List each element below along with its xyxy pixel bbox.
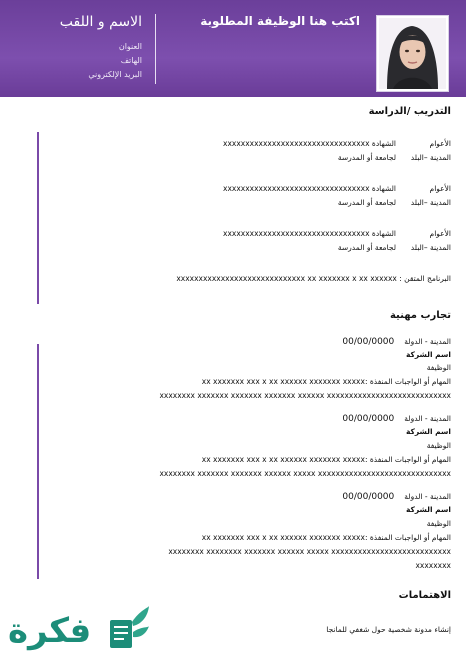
experience-title: تجارب مهنية bbox=[389, 310, 451, 321]
address-text[interactable]: العنوان bbox=[118, 42, 142, 51]
duties-text[interactable]: المهام أو الواجبات المنفذة :xx xxxxxxx xxx x xx xxxxxx xxxxxxx xxxxx bbox=[201, 455, 451, 464]
job-title[interactable]: اكتب هنا الوظيفة المطلوبة bbox=[200, 14, 360, 28]
person-name[interactable]: الاسم و اللقب bbox=[59, 14, 142, 30]
years-label: الأعوام bbox=[429, 139, 451, 148]
location-date-line bbox=[342, 337, 451, 347]
logo-wordmark: فكرة bbox=[8, 611, 92, 651]
position-text[interactable]: الوظيفة bbox=[426, 519, 451, 528]
location-text[interactable]: المدينة - الدولة bbox=[404, 337, 451, 346]
company-name[interactable]: اسم الشركة bbox=[405, 505, 451, 514]
education-row bbox=[31, 243, 451, 252]
years-label: الأعوام bbox=[429, 184, 451, 193]
education-title: التدريب /الدراسة bbox=[368, 106, 451, 117]
profile-photo bbox=[376, 15, 449, 92]
company-name[interactable]: اسم الشركة bbox=[405, 427, 451, 436]
education-row bbox=[31, 153, 451, 162]
position-text[interactable]: الوظيفة bbox=[426, 441, 451, 450]
duties-text[interactable]: xxxxxxxx bbox=[415, 561, 451, 570]
years-label: الأعوام bbox=[429, 229, 451, 238]
duties-text[interactable]: المهام أو الواجبات المنفذة :xx xxxxxxx xxx x xx xxxxxx xxxxxxx xxxxx bbox=[201, 533, 451, 542]
education-row bbox=[31, 184, 451, 193]
degree-text[interactable]: الشهادة xxxxxxxxxxxxxxxxxxxxxxxxxxxxxxxxx bbox=[223, 229, 396, 238]
fikra-logo bbox=[6, 602, 150, 654]
degree-text[interactable]: الشهادة xxxxxxxxxxxxxxxxxxxxxxxxxxxxxxxxx bbox=[223, 184, 396, 193]
phone-text[interactable]: الهاتف bbox=[120, 56, 142, 65]
duties-text[interactable]: xxxxxxxx xxxxxxx xxxxxxx xxxxxxx xxxxxx xxxxxxxxxxxxxxxxxxxxxxxxxxxx bbox=[159, 391, 451, 400]
date-text[interactable]: 00/00/0000 bbox=[342, 337, 395, 347]
interests-title: الاهتمامات bbox=[398, 590, 451, 601]
location-text[interactable]: المدينة - الدولة bbox=[404, 492, 451, 501]
header-banner bbox=[0, 0, 466, 97]
location-date-line bbox=[342, 492, 451, 502]
experience-accent-bar bbox=[37, 344, 39, 579]
school-text[interactable]: لجامعة أو المدرسة bbox=[337, 153, 396, 162]
book-leaf-icon bbox=[110, 606, 149, 648]
company-name[interactable]: اسم الشركة bbox=[405, 350, 451, 359]
duties-text[interactable]: المهام أو الواجبات المنفذة :xx xxxxxxx xxx x xx xxxxxx xxxxxxx xxxxx bbox=[201, 377, 451, 386]
education-row bbox=[31, 139, 451, 148]
city-label: المدينة –البلد bbox=[410, 153, 451, 162]
interests-text[interactable]: إنشاء مدونة شخصية حول شغفي للمانجا bbox=[326, 625, 451, 634]
degree-text[interactable]: الشهادة xxxxxxxxxxxxxxxxxxxxxxxxxxxxxxxxx bbox=[223, 139, 396, 148]
duties-text[interactable]: xxxxxxxx xxxxxxx xxxxxxx xxxxxx xxxxx xxxxxxxxxxxxxxxxxxxxxxxxxxxxxx bbox=[159, 469, 451, 478]
location-date-line bbox=[342, 414, 451, 424]
education-row bbox=[31, 198, 451, 207]
city-label: المدينة –البلد bbox=[410, 198, 451, 207]
duties-text[interactable]: xxxxxxxx xxxxxxxx xxxxxxx xxxxxx xxxxx xxxxxxxxxxxxxxxxxxxxxxxxxxx bbox=[168, 547, 451, 556]
date-text[interactable]: 00/00/0000 bbox=[342, 492, 395, 502]
location-text[interactable]: المدينة - الدولة bbox=[404, 414, 451, 423]
school-text[interactable]: لجامعة أو المدرسة bbox=[337, 243, 396, 252]
school-text[interactable]: لجامعة أو المدرسة bbox=[337, 198, 396, 207]
date-text[interactable]: 00/00/0000 bbox=[342, 414, 395, 424]
email-text[interactable]: البريد الإلكتروني bbox=[88, 70, 142, 79]
city-label: المدينة –البلد bbox=[410, 243, 451, 252]
header-divider bbox=[155, 14, 156, 84]
software-text[interactable]: البرنامج المتقن : xxxxxxxxxxxxxxxxxxxxxxxxxxxxx xx xxxxxxx x xx xxxxxx bbox=[176, 274, 451, 283]
education-row bbox=[31, 229, 451, 238]
position-text[interactable]: الوظيفة bbox=[426, 363, 451, 372]
